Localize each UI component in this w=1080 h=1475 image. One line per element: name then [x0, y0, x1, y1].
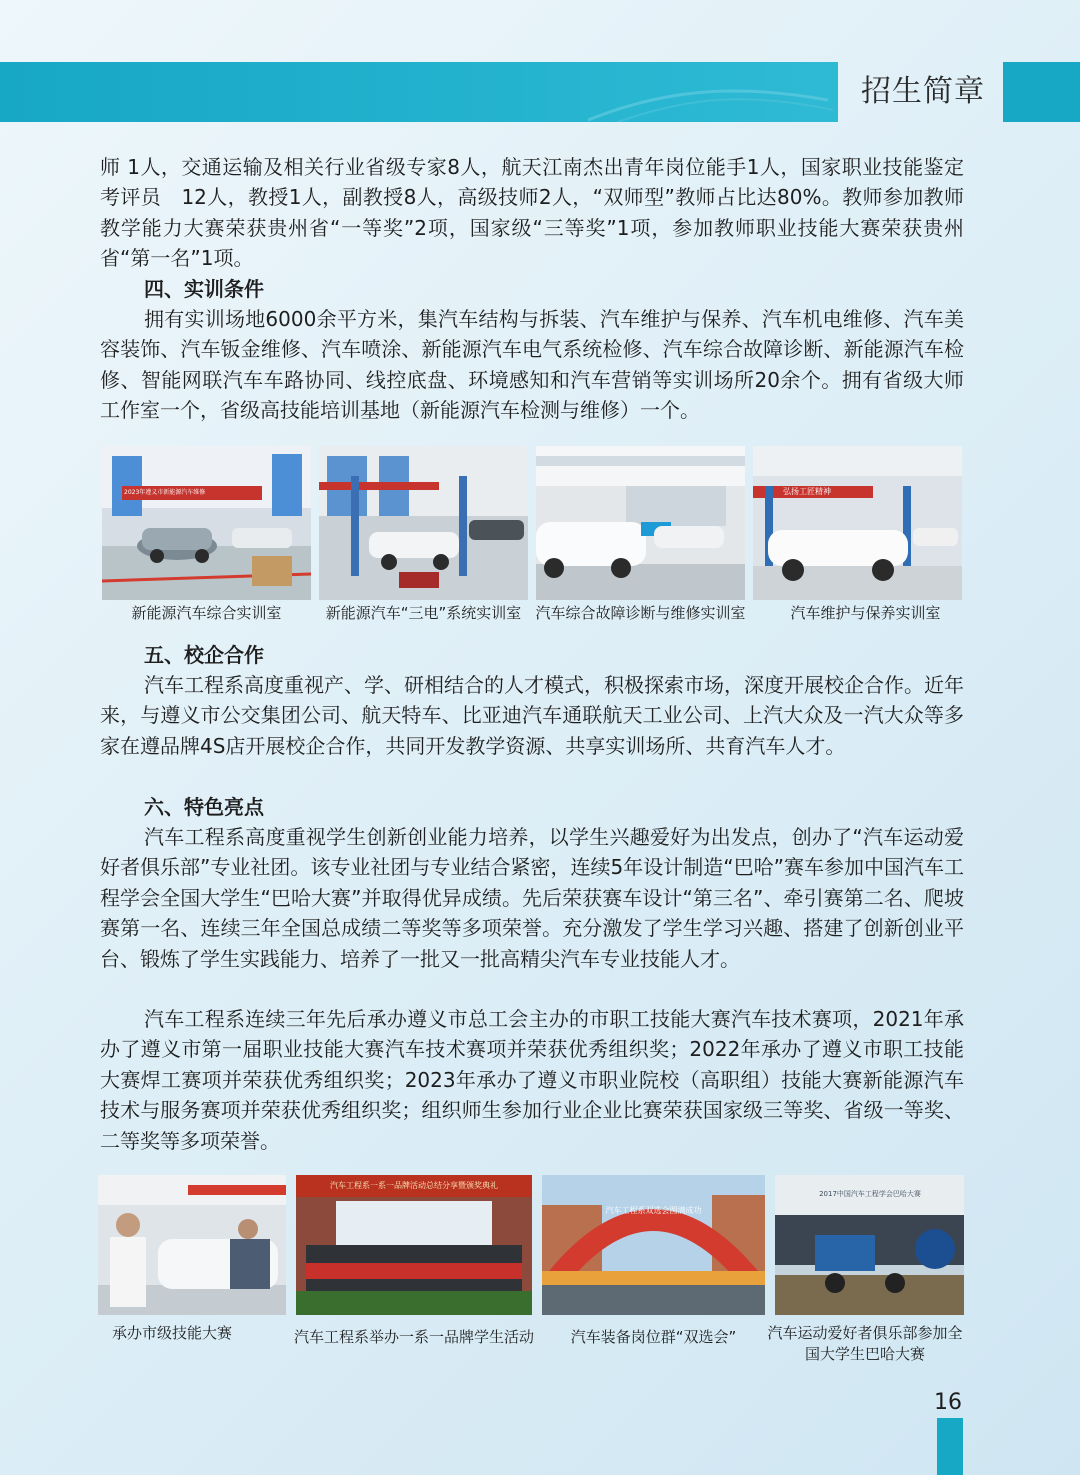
- activity-caption-1: 承办市级技能大赛: [111, 1324, 232, 1342]
- activity-photo-4: [775, 1175, 964, 1315]
- heading-cooperation: 五、校企合作: [144, 643, 264, 667]
- heading-training: 四、实训条件: [144, 277, 264, 301]
- header-accent-block: [1003, 62, 1080, 122]
- training-caption-1: 新能源汽车综合实训室: [131, 604, 282, 622]
- training-caption-2: 新能源汽车“三电”系统实训室: [325, 604, 522, 622]
- cooperation-paragraph: 汽车工程系高度重视产、学、研相结合的人才模式，积极探索市场，深度开展校企合作。近年来，与遵义市公交集团公司、航天特车、比亚迪汽车通联航天工业公司、上汽大众及一汽大众等多家在遵品牌4S店开展校企合作，共同开发教学资源、共享实训场所、共育汽车人才。: [100, 673, 964, 758]
- training-caption-3: 汽车综合故障诊断与维修实训室: [535, 604, 746, 622]
- page-tab: [937, 1418, 963, 1475]
- activity-caption-2: 汽车工程系举办一系一品牌学生活动: [293, 1328, 534, 1346]
- activity-photo-1: [98, 1175, 286, 1315]
- activity-photo-3: [542, 1175, 765, 1315]
- wave-decoration: [578, 62, 838, 122]
- header-bar: [0, 62, 838, 122]
- features-paragraph-1: 汽车工程系高度重视学生创新创业能力培养，以学生兴趣爱好为出发点，创办了“汽车运动爱好者俱乐部”专业社团。该专业社团与专业结合紧密，连续5年设计制造“巴哈”赛车参加中国汽车工程学会全国大学生“巴哈大赛”并取得优异成绩。先后荣获赛车设计“第三名”、牵引赛第二名、爬坡赛第一名、连续三年全国总成绩二等奖等多项荣誉。充分激发了学生学习兴趣、搭建了创新创业平台、锻炼了学生实践能力、培养了一批又一批高精尖汽车专业技能人才。: [100, 825, 964, 971]
- activity-caption-3: 汽车装备岗位群“双选会”: [570, 1328, 737, 1346]
- page-number: 16: [934, 1390, 962, 1415]
- heading-features: 六、特色亮点: [144, 795, 264, 819]
- training-photo-2: [319, 446, 528, 600]
- training-photo-4: [753, 446, 962, 600]
- training-photo-1: [102, 446, 311, 600]
- header-title: 招生简章: [861, 74, 985, 109]
- training-photo-3: [536, 446, 745, 600]
- training-photo-1-banner: 2023年遵义市新能源汽车维修: [124, 489, 206, 496]
- training-photo-4-banner: 弘扬工匠精神: [783, 487, 831, 496]
- activity-photo-2-banner: 汽车工程系一系一品牌活动总结分享暨颁奖典礼: [330, 1181, 498, 1190]
- activity-photo-4-banner: 2017中国汽车工程学会巴哈大赛: [819, 1190, 921, 1198]
- training-caption-4: 汽车维护与保养实训室: [790, 604, 941, 622]
- training-paragraph: 拥有实训场地6000余平方米，集汽车结构与拆装、汽车维护与保养、汽车机电维修、汽车美容装饰、汽车钣金维修、汽车喷涂、新能源汽车电气系统检修、汽车综合故障诊断、新能源汽车检修、智能网联汽车车路协同、线控底盘、环境感知和汽车营销等实训场所20余个。拥有省级大师工作室一个，省级高技能培训基地（新能源汽车检测与维修）一个。: [100, 307, 964, 423]
- activity-caption-4: 汽车运动爱好者俱乐部参加全国大学生巴哈大赛: [767, 1324, 963, 1363]
- features-paragraph-2: 汽车工程系连续三年先后承办遵义市总工会主办的市职工技能大赛汽车技术赛项，2021年承办了遵义市第一届职业技能大赛汽车技术赛项并荣获优秀组织奖；2022年承办了遵义市职工技能大赛焊工赛项并荣获优秀组织奖；2023年承办了遵义市职业院校（高职组）技能大赛新能源汽车技术与服务赛项并荣获优秀组织奖；组织师生参加行业企业比赛荣获国家级三等奖、省级一等奖、二等奖等多项荣誉。: [100, 1007, 964, 1153]
- activity-photo-2: [296, 1175, 532, 1315]
- activity-photo-3-banner: 汽车工程系双选会圆满成功: [605, 1206, 702, 1215]
- intro-paragraph: 师 1人，交通运输及相关行业省级专家8人，航天江南杰出青年岗位能手1人，国家职业技能鉴定考评员 12人，教授1人，副教授8人，高级技师2人，“双师型”教师占比达80%。教师参加教师教学能力大赛荣获贵州省“一等奖”2项，国家级“三等奖”1项，参加教师职业技能大赛荣获贵州省“第一名”1项。: [100, 155, 964, 271]
